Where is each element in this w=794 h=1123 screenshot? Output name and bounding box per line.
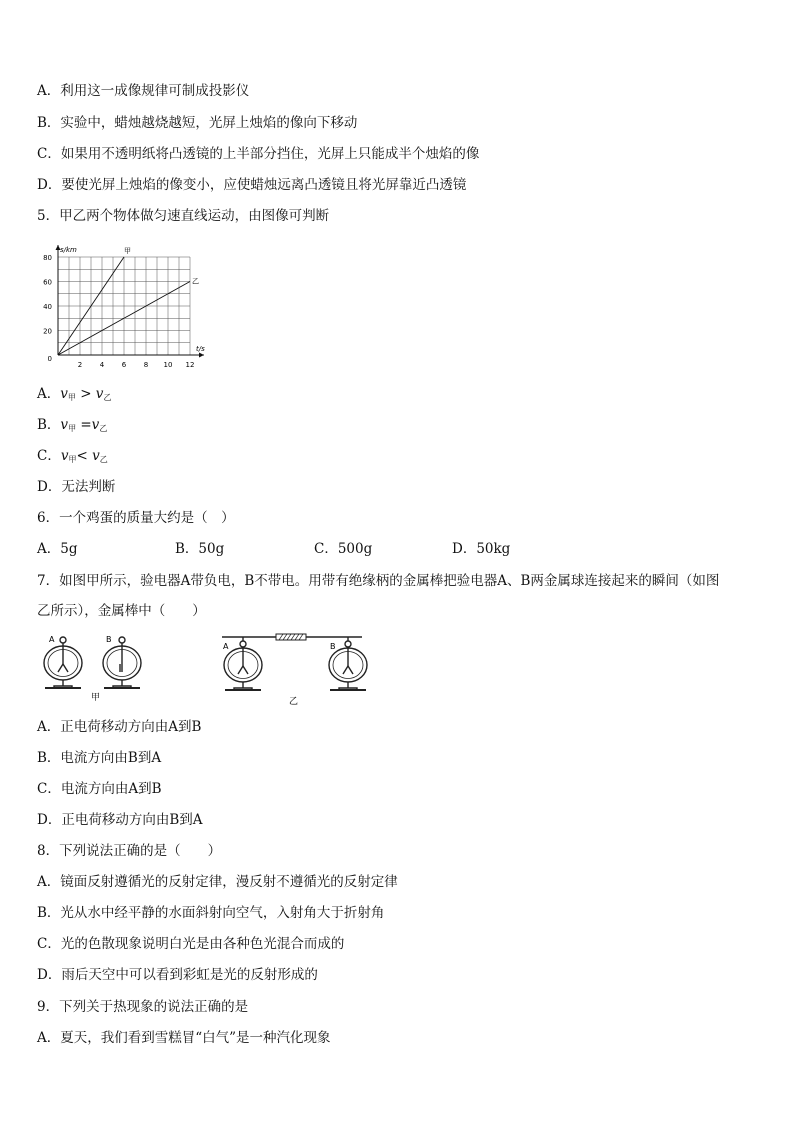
q8-option-b: B．光从水中经平静的水面斜射向空气，入射角大于折射角 <box>37 905 385 921</box>
s-t-graph <box>28 236 218 374</box>
q6-option-b: B．50g <box>175 541 225 557</box>
label-a-jia: A <box>49 635 55 644</box>
q8-stem: 8．下列说法正确的是（ ） <box>37 843 222 859</box>
q8-option-a: A．镜面反射遵循光的反射定律，漫反射不遵循光的反射定律 <box>37 874 398 890</box>
caption-yi: 乙 <box>289 697 299 707</box>
q7-option-b: B．电流方向由B到A <box>37 750 162 766</box>
q5-option-c: C．$v_甲< v_乙$ <box>37 448 108 464</box>
electroscope-figure <box>36 630 376 712</box>
label-b-yi: B <box>330 642 336 651</box>
y-tick-label: 20 <box>43 327 52 336</box>
q5-stem: 5．甲乙两个物体做匀速直线运动，由图像可判断 <box>37 208 330 224</box>
y-tick-label: 0 <box>47 355 52 363</box>
q8-option-c: C．光的色散现象说明白光是由各种色光混合而成的 <box>37 936 345 952</box>
q4-option-d: D．要使光屏上烛焰的像变小，应使蜡烛远离凸透镜且将光屏靠近凸透镜 <box>37 177 467 193</box>
q7-stem-line1: 7．如图甲所示，验电器A带负电，B不带电。用带有绝缘柄的金属棒把验电器A、B两金属球连接起来的瞬间（如图 <box>37 573 720 589</box>
label-a-yi: A <box>223 642 229 651</box>
insulating-handle <box>276 634 306 640</box>
series-label-jia: 甲 <box>124 247 131 255</box>
y-axis-label: s/km <box>60 246 77 254</box>
label-b-jia: B <box>106 635 112 644</box>
q4-option-a: A．利用这一成像规律可制成投影仪 <box>37 83 250 99</box>
x-axis-label: t/s <box>196 345 205 353</box>
series-label-yi: 乙 <box>192 277 199 286</box>
x-tick-label: 2 <box>77 361 83 369</box>
q7-stem-line2: 乙所示），金属棒中（ ） <box>37 603 206 619</box>
q8-option-d: D．雨后天空中可以看到彩虹是光的反射形成的 <box>37 967 318 983</box>
q4-option-b: B．实验中，蜡烛越烧越短，光屏上烛焰的像向下移动 <box>37 115 358 131</box>
q5-option-b: B．$v_甲 =v_乙$ <box>37 417 108 433</box>
y-tick-label: 40 <box>43 303 52 311</box>
q6-option-d: D．50kg <box>452 541 511 557</box>
q6-stem: 6．一个鸡蛋的质量大约是（ ） <box>37 510 235 526</box>
q5-option-a: A．$v_甲 > v_乙$ <box>37 386 112 402</box>
x-tick-label: 4 <box>99 361 105 369</box>
x-axis-arrow <box>199 353 204 358</box>
q4-option-c: C．如果用不透明纸将凸透镜的上半部分挡住，光屏上只能成半个烛焰的像 <box>37 146 480 162</box>
q7-option-c: C．电流方向由A到B <box>37 781 162 797</box>
q5-option-d: D．无法判断 <box>37 479 116 495</box>
q6-option-a: A．5g <box>37 541 78 557</box>
x-tick-label: 6 <box>121 361 127 369</box>
q9-stem: 9．下列关于热现象的说法正确的是 <box>37 999 249 1015</box>
x-tick-label: 10 <box>163 361 173 369</box>
q7-option-a: A．正电荷移动方向由A到B <box>37 719 202 735</box>
caption-jia: 甲 <box>91 693 101 703</box>
x-tick-label: 8 <box>143 361 149 369</box>
y-tick-label: 80 <box>43 254 52 262</box>
x-tick-label: 12 <box>185 361 195 369</box>
q7-option-d: D．正电荷移动方向由B到A <box>37 812 203 828</box>
q6-option-c: C．500g <box>314 541 373 557</box>
q9-option-a: A．夏天，我们看到雪糕冒“白气”是一种汽化现象 <box>37 1030 331 1046</box>
electroscope-a-jia <box>44 637 82 688</box>
electroscope-b-jia <box>103 637 141 688</box>
electroscope-a-yi <box>224 637 262 690</box>
y-tick-label: 60 <box>43 278 52 287</box>
